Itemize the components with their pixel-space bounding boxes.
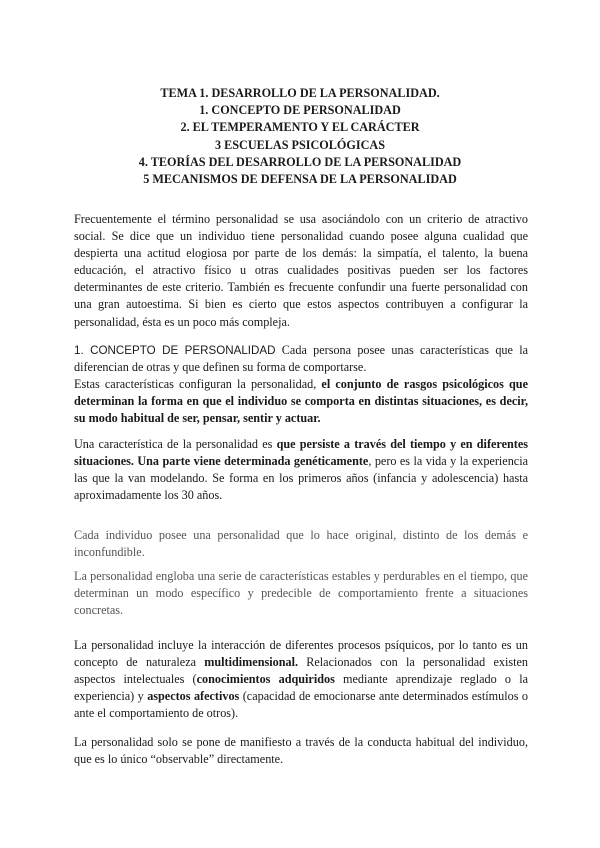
- intro-paragraph: Frecuentemente el término personalidad se usa asociándolo con un criterio de atractivo social. Se dice que un individuo tiene personalidad cuando posee alguna cualidad que despierta una actitud elogiosa por parte de los demás: la simpatía, el talento, la buena educación, el atractivo físico u otras cualidades positivas pueden ser los factores determinantes de este criterio. También es frecuente confundir una fuerte personalidad con una gran autoestima. Si bien es cierto que estos aspectos contribuyen a configurar la personalidad, ésta es un poco más compleja.: [74, 212, 528, 329]
- multidimensional-paragraph: [74, 637, 528, 722]
- paragraph-text: (capacidad de emocionarse ante determinados estímulos o ante el comportamiento de otros).: [74, 689, 528, 721]
- title-line: 2. EL TEMPERAMENTO Y EL CARÁCTER: [180, 120, 420, 135]
- title-line: 4. TEORÍAS DEL DESARROLLO DE LA PERSONALIDAD: [138, 154, 462, 169]
- title-line: TEMA 1. DESARROLLO DE LA PERSONALIDAD.: [160, 86, 440, 100]
- paragraph-text: Una característica de la personalidad es: [74, 437, 277, 451]
- title-line: 5 MECANISMOS DE DEFENSA DE LA PERSONALIDAD: [143, 172, 457, 187]
- title-line: 3 ESCUELAS PSICOLÓGICAS: [215, 137, 385, 152]
- paragraph-text: La personalidad incluye la interacción de diferentes procesos psíquicos, por lo tanto es un concepto de naturaleza: [74, 638, 528, 670]
- bold-text: multidimensional.: [204, 655, 299, 670]
- bold-text: el conjunto de rasgos psicológicos que determinan la forma en que el individuo se comporta en distintas situaciones, es decir, su modo habitual de ser, pensar, sentir y actuar.: [74, 377, 528, 426]
- title-line: 1. CONCEPTO DE PERSONALIDAD: [199, 103, 401, 118]
- stability-paragraph: La personalidad engloba una serie de características estables y perdurables en el tiempo, que determinan un modo específico y predecible de comportamiento frente a situaciones concretas.: [74, 569, 528, 618]
- paragraph-text: Estas características configuran la personalidad,: [74, 377, 322, 391]
- originality-paragraph: Cada individuo posee una personalidad que lo hace original, distinto de los demás e inconfundible.: [74, 528, 528, 560]
- bold-text: que persiste a través del tiempo y en diferentes situaciones. Una parte viene determinada genéticamente: [74, 437, 528, 469]
- conduct-paragraph: La personalidad solo se pone de manifiesto a través de la conducta habitual del individuo, que es lo único “observable” directamente.: [74, 735, 528, 767]
- paragraph-text: mediante aprendizaje reglado o la experiencia) y: [74, 672, 528, 704]
- paragraph-text: , pero es la vida y la experiencia las que la van modelando. Se forma en los primeros años (infancia y adolescencia) hasta aproximadamente los 30 años.: [74, 454, 528, 503]
- definition-paragraph: [74, 376, 528, 427]
- persistence-paragraph: [74, 436, 528, 504]
- document-titles: [60, 85, 540, 188]
- paragraph-text: Cada persona posee unas características que la diferencian de otras y que definen su forma de comportarse.: [74, 343, 528, 375]
- bold-text: conocimientos adquiridos: [196, 672, 335, 687]
- section-heading: 1. CONCEPTO DE PERSONALIDAD: [74, 344, 276, 357]
- paragraph-text: Relacionados con la personalidad existen aspectos intelectuales (: [74, 655, 528, 687]
- concept-paragraph: [74, 342, 528, 376]
- bold-text: aspectos afectivos: [147, 689, 240, 704]
